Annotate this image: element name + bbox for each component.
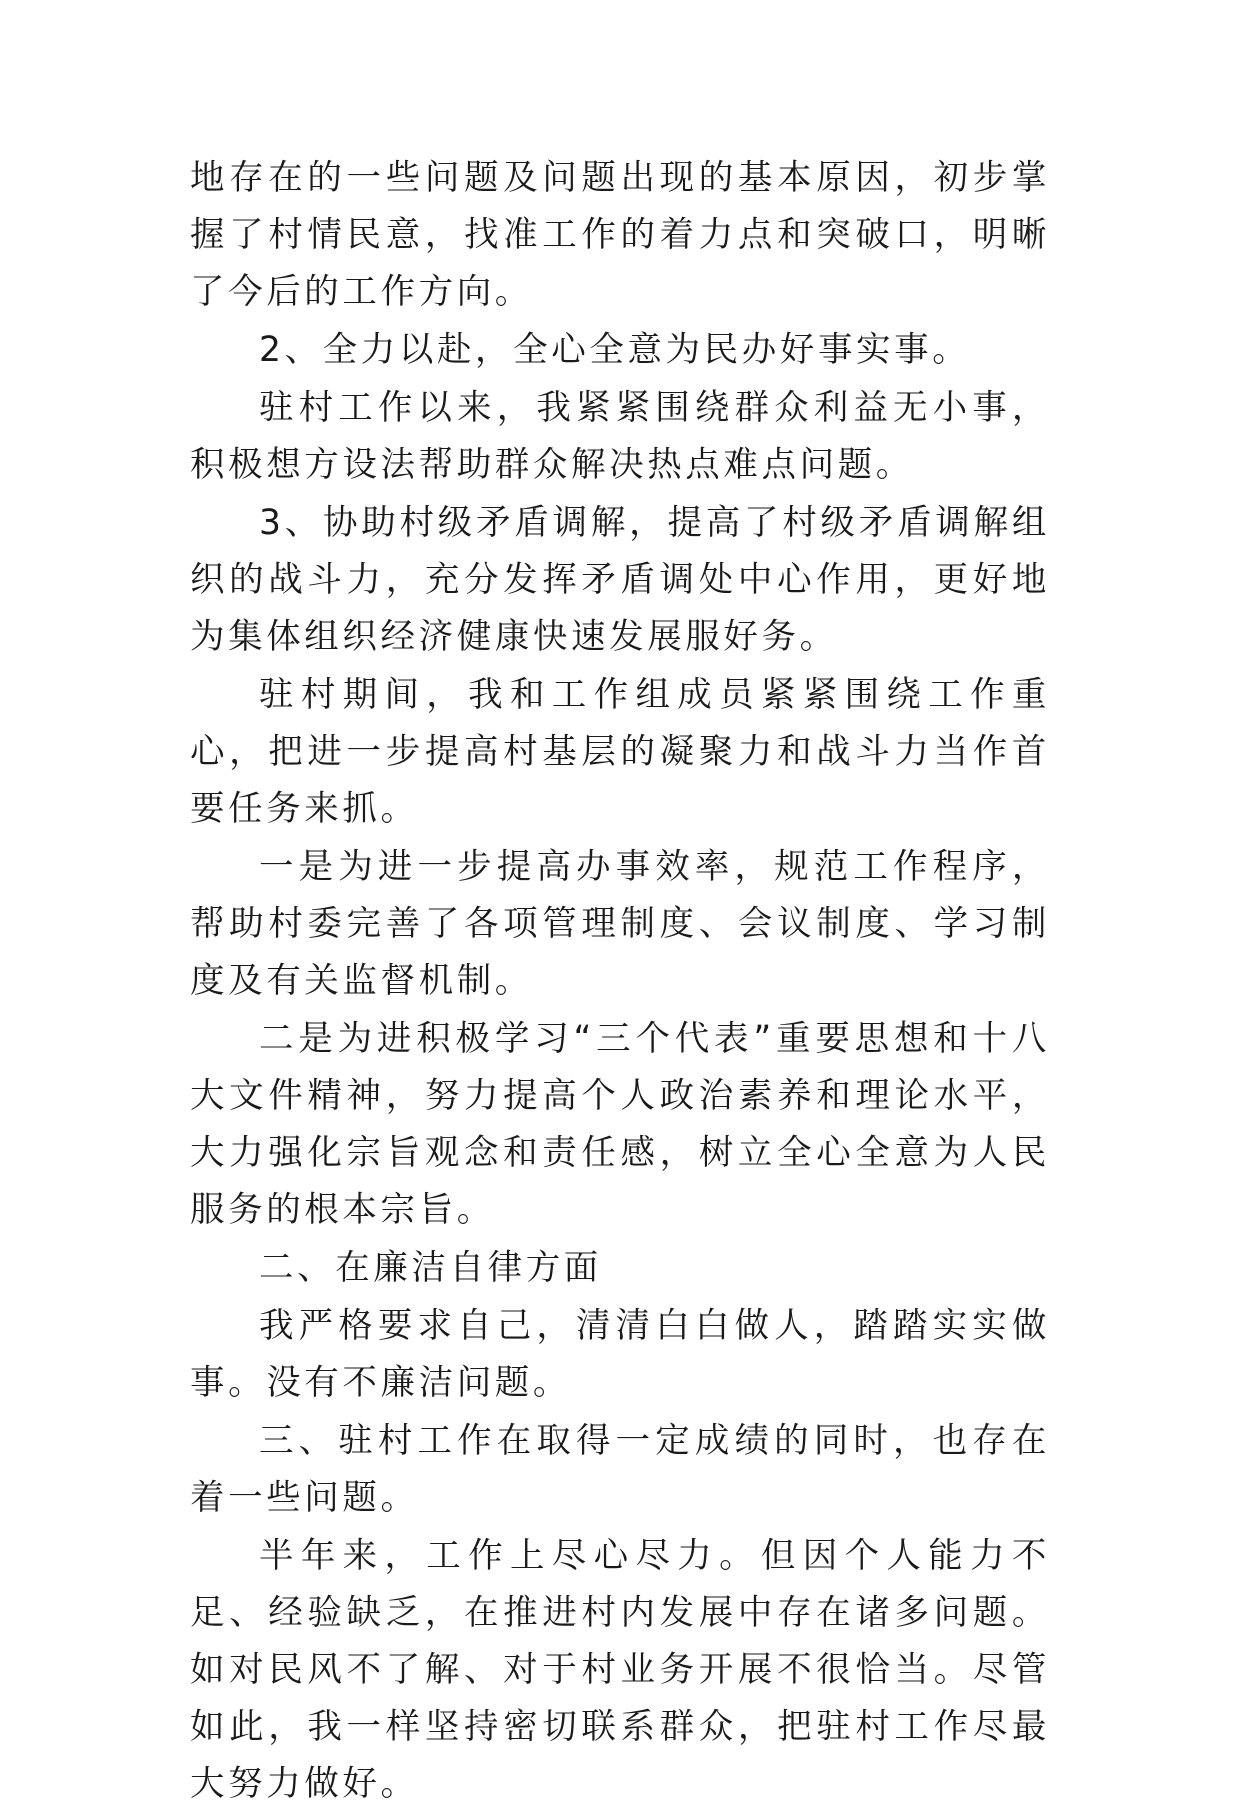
paragraph-point-one: 一是为进一步提高办事效率，规范工作程序，帮助村委完善了各项管理制度、会议制度、学习制度及有关监督机制。 [190,847,1050,1001]
paragraph-item-2-body: 驻村工作以来，我紧紧围绕群众利益无小事，积极想方设法帮助群众解决热点难点问题。 [190,388,1050,485]
paragraph-point-two: 二是为进积极学习“三个代表”重要思想和十八大文件精神，努力提高个人政治素养和理论水平，大力强化宗旨观念和责任感，树立全心全意为人民服务的根本宗旨。 [190,1019,1050,1230]
document-page [190,150,1050,1814]
section-heading-problems: 三、驻村工作在取得一定成绩的同时，也存在着一些问题。 [190,1421,1050,1518]
paragraph-continuation: 地存在的一些问题及问题出现的基本原因，初步掌握了村情民意，找准工作的着力点和突破口，明晰了今后的工作方向。 [190,158,1050,312]
section-heading-integrity: 二、在廉洁自律方面 [259,1248,602,1288]
paragraph-item-3-body: 驻村期间，我和工作组成员紧紧围绕工作重心，把进一步提高村基层的凝聚力和战斗力当作首要任务来抓。 [190,675,1050,829]
paragraph-item-2-heading: 2、全力以赴，全心全意为民办好事实事。 [259,330,971,370]
paragraph-problems-body: 半年来，工作上尽心尽力。但因个人能力不足、经验缺乏，在推进村内发展中存在诸多问题。如对民风不了解、对于村业务开展不很恰当。尽管如此，我一样坚持密切联系群众，把驻村工作尽最大努力做好。 [190,1536,1050,1804]
paragraph-integrity-body: 我严格要求自己，清清白白做人，踏踏实实做事。没有不廉洁问题。 [190,1306,1050,1403]
paragraph-item-3-heading: 3、协助村级矛盾调解，提高了村级矛盾调解组织的战斗力，充分发挥矛盾调处中心作用，更好地为集体组织经济健康快速发展服好务。 [190,503,1050,657]
